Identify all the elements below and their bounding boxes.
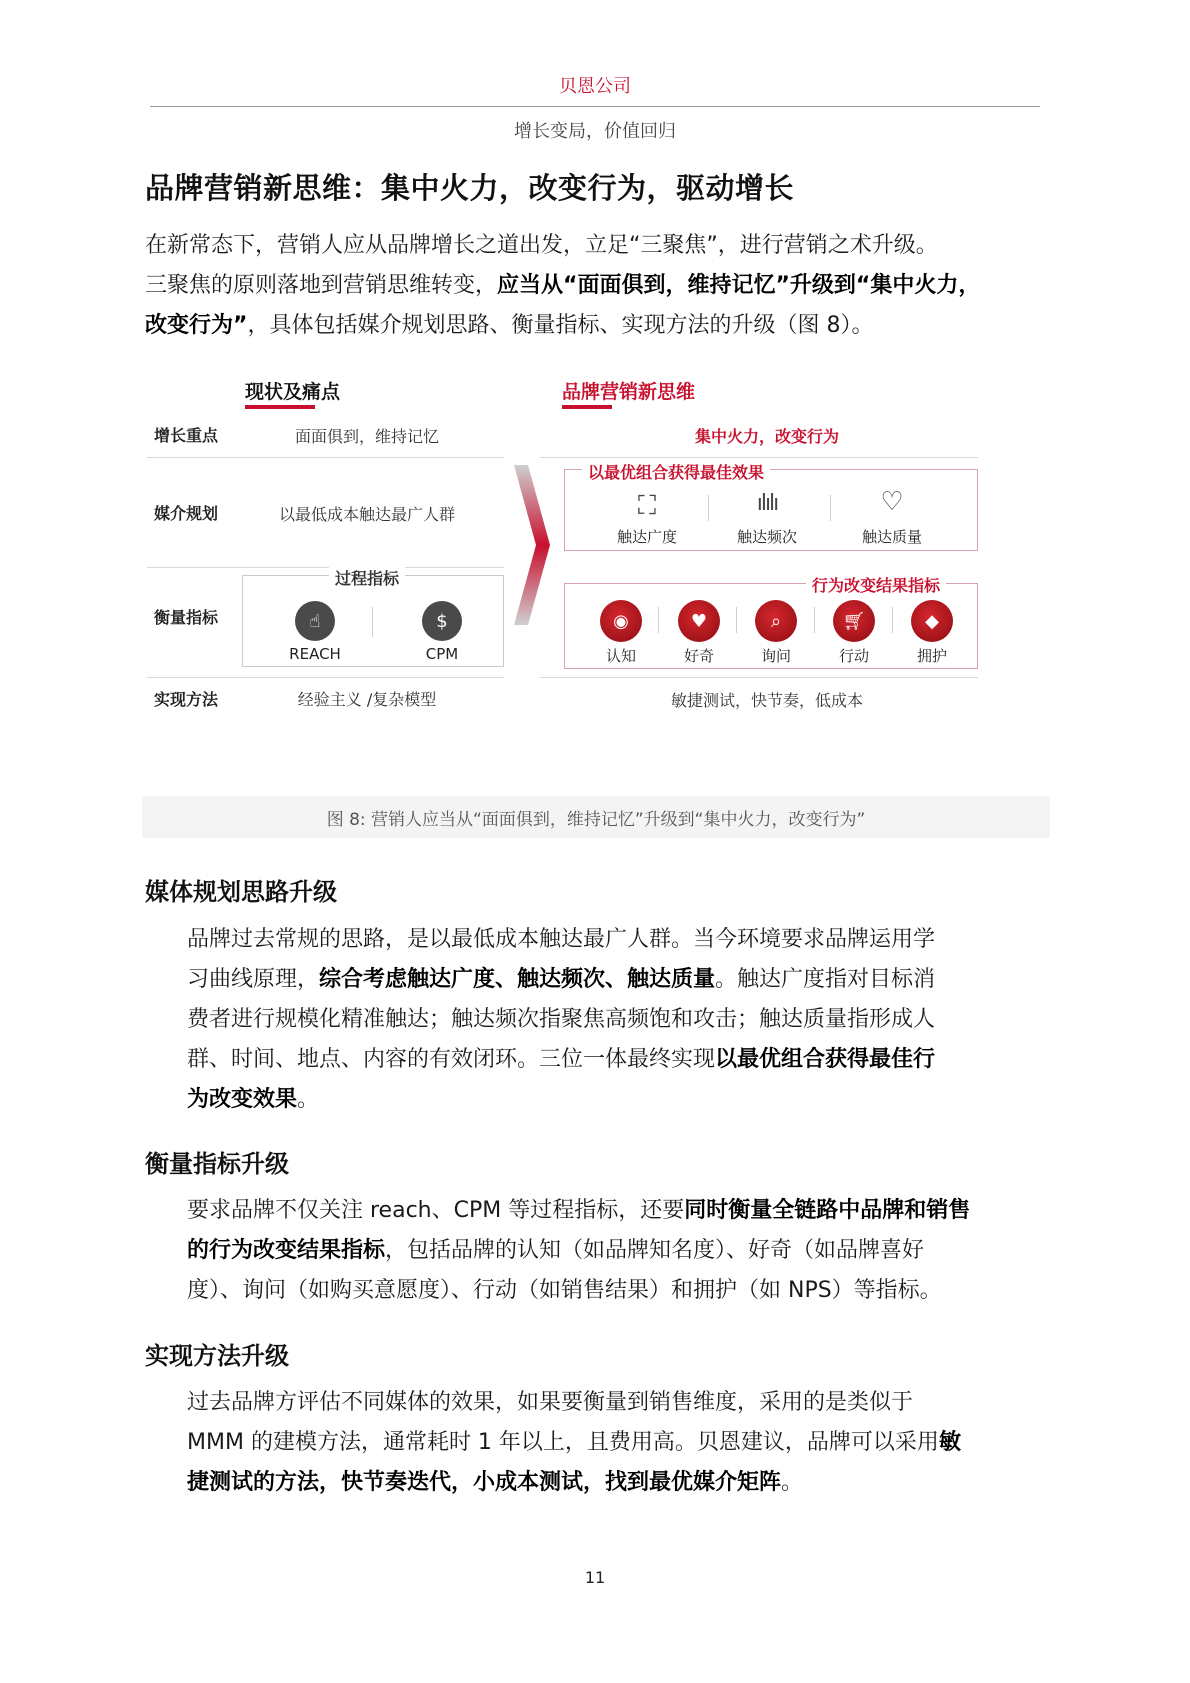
reach-frequency-icon: ılılı	[756, 491, 778, 516]
bold-text: 为改变效果	[187, 1087, 298, 1112]
left-title: 现状及痛点	[245, 381, 341, 403]
reach-quality-label: 触达质量	[861, 528, 922, 546]
intro-bold: 改变行为”	[145, 313, 248, 338]
reach-breadth-label: 触达广度	[616, 528, 677, 546]
action-icon: 🛒︎	[833, 600, 875, 642]
header-divider	[150, 106, 1040, 107]
separator	[814, 607, 815, 633]
bold-text: 综合考虑触达广度、触达频次、触达质量	[319, 967, 716, 992]
inquiry-icon: ⌕	[755, 600, 797, 642]
figure-caption: 图 8: 营销人应当从“面面俱到，维持记忆”升级到“集中火力，改变行为”	[326, 810, 866, 830]
paragraph-line: 度）、询问（如购买意愿度）、行动（如销售结果）和拥护（如 NPS）等指标。	[187, 1278, 942, 1303]
bold-text: 敏	[938, 1430, 961, 1455]
row-label-media-planning: 媒介规划	[154, 504, 219, 523]
row-divider	[147, 567, 504, 568]
bold-text: 以最优组合获得最佳行	[715, 1047, 936, 1072]
separator	[708, 495, 709, 521]
right-title-underline	[562, 405, 612, 409]
row-label-metrics: 衡量指标	[154, 608, 219, 627]
right-title: 品牌营销新思维	[562, 381, 696, 403]
media-combo-title: 以最优组合获得最佳效果	[582, 460, 770, 483]
bold-text: 捷测试的方法，快节奏迭代，小成本测试，找到最优媒介矩阵	[187, 1470, 782, 1495]
section-heading-method: 实现方法升级	[145, 1342, 289, 1370]
advocacy-icon: ◆	[911, 600, 953, 642]
reach-icon: ☝	[295, 601, 335, 641]
figure-8	[142, 381, 1052, 833]
process-metrics-title: 过程指标	[329, 566, 405, 589]
reach-breadth-icon: ⛶	[637, 491, 657, 521]
separator	[658, 607, 659, 633]
current-growth-focus: 面面俱到，维持记忆	[294, 427, 439, 446]
paragraph-line: 品牌过去常规的思路，是以最低成本触达最广人群。当今环境要求品牌运用学	[187, 927, 936, 952]
curiosity-icon: ♥	[678, 600, 720, 642]
intro-bold: 应当从“面面俱到，维持记忆”升级到“集中火力，	[497, 273, 981, 298]
row-divider	[540, 457, 978, 458]
section-title: 品牌营销新思维：集中火力，改变行为，驱动增长	[145, 171, 795, 205]
text: 。	[297, 1087, 320, 1112]
separator	[736, 607, 737, 633]
method-paragraph	[187, 1383, 1067, 1503]
intro-paragraph	[145, 226, 1065, 346]
new-growth-focus: 集中火力，改变行为	[694, 427, 839, 446]
intro-line: 在新常态下，营销人应从品牌增长之道出发，立足“三聚焦”，进行营销之术升级。	[145, 233, 938, 258]
paragraph-line: 过去品牌方评估不同媒体的效果，如果要衡量到销售维度，采用的是类似于	[187, 1390, 914, 1415]
separator	[892, 607, 893, 633]
awareness-label: 认知	[605, 647, 636, 665]
text: 要求品牌不仅关注 reach、CPM 等过程指标，还要	[187, 1198, 685, 1223]
bold-text: 的行为改变结果指标	[187, 1238, 386, 1263]
row-label-method: 实现方法	[154, 690, 219, 709]
media-paragraph	[187, 920, 1067, 1120]
text: ，包括品牌的认知（如品牌知名度）、好奇（如品牌喜好	[385, 1238, 925, 1263]
left-title-underline	[245, 405, 315, 409]
text: 。触达广度指对目标消	[715, 967, 936, 992]
reach-frequency-label: 触达频次	[736, 528, 797, 546]
awareness-icon: ◉	[600, 600, 642, 642]
reach-label: REACH	[289, 645, 341, 663]
cpm-icon: $	[422, 601, 462, 641]
action-label: 行动	[838, 647, 869, 665]
section-heading-media: 媒体规划思路升级	[145, 878, 337, 906]
advocacy-label: 拥护	[916, 647, 947, 665]
row-label-growth-focus: 增长重点	[154, 426, 219, 445]
metrics-paragraph	[187, 1191, 1067, 1311]
text: 。	[781, 1470, 804, 1495]
section-heading-metrics: 衡量指标升级	[145, 1150, 289, 1178]
reach-quality-icon: ♡	[880, 487, 904, 517]
page-number: 11	[584, 1568, 606, 1587]
separator	[830, 495, 831, 521]
text: MMM 的建模方法，通常耗时 1 年以上，且费用高。贝恩建议，品牌可以采用	[187, 1430, 939, 1455]
curiosity-label: 好奇	[683, 647, 714, 665]
row-divider	[540, 677, 978, 678]
current-method: 经验主义 /复杂模型	[297, 690, 437, 709]
header-tagline: 增长变局，价值回归	[514, 121, 676, 142]
paragraph-line: 费者进行规模化精准触达；触达频次指聚焦高频饱和攻击；触达质量指形成人	[187, 1007, 936, 1032]
row-divider	[147, 677, 504, 678]
header-company: 贝恩公司	[559, 76, 631, 97]
intro-text: 三聚焦的原则落地到营销思维转变，	[145, 273, 498, 298]
bold-text: 同时衡量全链路中品牌和销售	[684, 1198, 971, 1223]
text: 习曲线原理，	[187, 967, 320, 992]
current-media-planning: 以最低成本触达最广人群	[278, 505, 455, 524]
separator	[372, 607, 373, 637]
inquiry-label: 询问	[760, 647, 791, 665]
row-divider	[147, 457, 504, 458]
result-metrics-title: 行为改变结果指标	[806, 573, 946, 596]
intro-text: ，具体包括媒介规划思路、衡量指标、实现方法的升级（图 8）。	[247, 313, 874, 338]
new-method: 敏捷测试，快节奏，低成本	[670, 691, 863, 710]
text: 群、时间、地点、内容的有效闭环。三位一体最终实现	[187, 1047, 716, 1072]
transition-arrow-icon	[510, 465, 554, 635]
cpm-label: CPM	[425, 645, 459, 663]
